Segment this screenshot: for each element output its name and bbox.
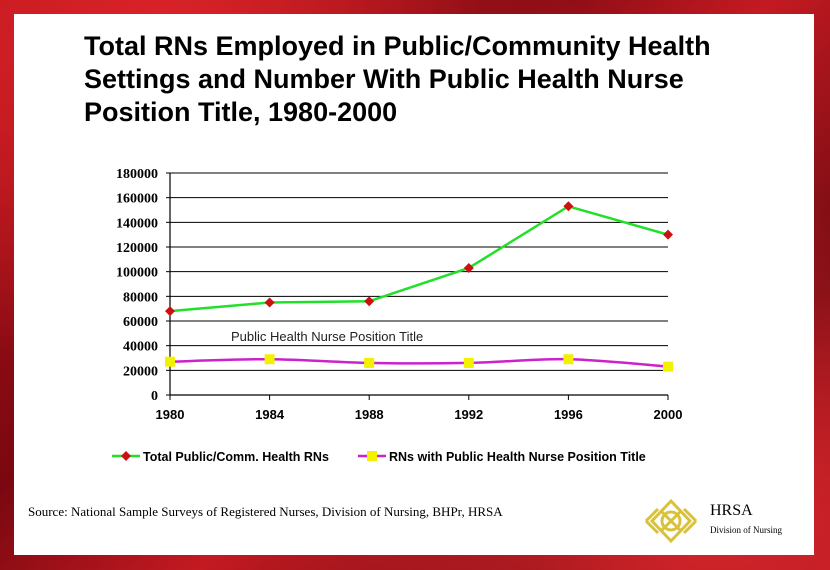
legend-phn-marker [367,451,377,461]
source-note: Source: National Sample Surveys of Registered Nurses, Division of Nursing, BHPr, HRSA [28,504,503,519]
y-tick-label: 0 [151,389,158,404]
y-tick-label: 100000 [116,265,158,281]
series-phn-point [364,358,374,368]
hrsa-knot-icon [640,498,702,544]
x-tick-label: 1996 [553,407,583,422]
series-total-point [265,298,275,308]
series-phn-point [265,354,275,364]
series-phn-line [170,359,668,366]
x-tick-label: 1984 [255,407,285,422]
series-annotation: Public Health Nurse Position Title [231,329,424,344]
y-tick-label: 20000 [123,364,158,380]
logo-text: HRSA [710,502,753,519]
series-phn-point [663,362,673,372]
series-phn-point [464,358,474,368]
hrsa-logo [640,498,780,544]
legend-total-marker [121,451,131,461]
y-tick-label: 180000 [116,167,158,182]
x-tick-label: 1988 [354,407,384,422]
logo-subtext: Division of Nursing [710,525,782,535]
y-tick-label: 40000 [123,339,158,355]
y-tick-label: 120000 [116,241,158,256]
series-phn-point [165,357,175,367]
y-tick-label: 140000 [116,216,158,232]
series-total-point [364,296,374,306]
series-phn-point [563,354,573,364]
legend-phn-label: RNs with Public Health Nurse Position Title [389,450,646,464]
y-tick-label: 60000 [123,315,158,330]
series-total-point [663,230,673,240]
x-tick-label: 1980 [155,407,185,422]
legend-total-label: Total Public/Comm. Health RNs [143,450,329,464]
y-tick-label: 80000 [123,290,158,306]
series-total-point [165,306,175,316]
x-tick-label: 2000 [653,407,683,422]
x-tick-label: 1992 [454,407,484,422]
y-tick-label: 160000 [116,191,158,207]
chart-title: Total RNs Employed in Public/Community Health Settings and Number With Public Health Nurse Position Title, 1980-2000 [84,31,711,127]
